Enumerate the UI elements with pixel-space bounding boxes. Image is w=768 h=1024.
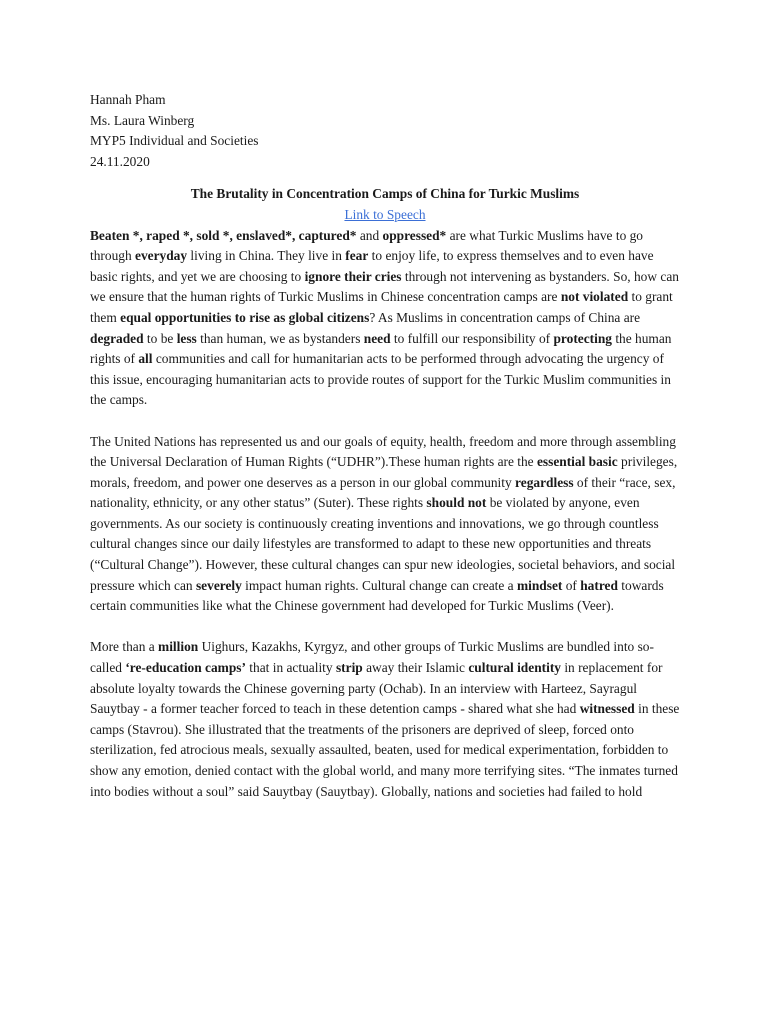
paragraph-text: towards certain communities like what the Chinese government had developed for Turkic Muslims (Veer). — [90, 577, 664, 614]
bold-text: severely — [195, 577, 242, 593]
teacher-name: Ms. Laura Winberg — [90, 112, 195, 128]
paragraph-text: living in China. They live in — [187, 248, 346, 264]
bold-text: Beaten *, raped *, sold *, enslaved*, captured* — [90, 227, 357, 243]
paragraph-text: to grant them — [90, 289, 673, 325]
paragraph-text: The United Nations has represented us and our goals of equity, health, freedom and more through assembling the Universal Declaration of Human Rights (“UDHR”).These human rights are the — [90, 433, 676, 470]
paragraph-text: of — [562, 577, 581, 593]
bold-text: oppressed* — [382, 227, 447, 243]
bold-text: degraded — [90, 330, 144, 346]
course-name: MYP5 Individual and Societies — [90, 133, 259, 149]
body-paragraph — [90, 637, 680, 802]
paragraph-text: impact human rights. Cultural change can create a — [241, 577, 517, 593]
body-paragraph — [90, 432, 680, 617]
paragraph-text: away their Islamic — [362, 660, 469, 676]
speech-link[interactable]: Link to Speech — [344, 206, 426, 222]
bold-text: witnessed — [579, 701, 635, 717]
paragraph-text: that in actuality — [245, 660, 336, 676]
bold-text: regardless — [515, 474, 574, 490]
paragraph-text: in these camps (Stavrou). She illustrated that the treatments of the prisoners are deprived of sleep, forced onto sterilization, fed atrocious meals, sexually assaulted, beaten, used for medical experimentation, forbidden to show any emotion, denied contact with the global world, and many more terrifying sites. “The inmates turned into bodies without a soul” said Sauytbay (Sauytbay). Globally, nations and societies had failed to hold — [90, 701, 680, 799]
paragraph-text: to be — [143, 330, 177, 346]
author-name: Hannah Pham — [90, 92, 166, 107]
paragraph-text: communities and call for humanitarian acts to be performed through advocating the urgency of this issue, encouraging humanitarian acts to provide routes of support for the Turkic Muslim communities in the camps. — [90, 351, 671, 408]
bold-text: not violated — [560, 289, 629, 305]
paragraph-text: the human rights of — [90, 330, 672, 367]
paragraph-text: in replacement for absolute loyalty towards the Chinese governing party (Ochab). In an interview with Harteez, Sayragul Sauytbay - a former teacher forced to teach in these detention camps - shared what she had — [90, 660, 663, 717]
paragraph-text: privileges, morals, freedom, and power one deserves as a person in our global community — [90, 454, 678, 490]
bold-text: protecting — [553, 330, 612, 346]
bold-text: essential basic — [536, 454, 618, 470]
bold-text: need — [363, 330, 391, 346]
paragraph-text: ? As Muslims in concentration camps of China are — [369, 309, 641, 325]
body-paragraph — [90, 226, 680, 411]
bold-text: million — [158, 639, 199, 655]
bold-text: all — [138, 351, 153, 367]
bold-text: ignore their cries — [304, 268, 402, 284]
bold-text: less — [176, 330, 197, 346]
document-date: 24.11.2020 — [90, 153, 150, 169]
paragraph-text: to enjoy life, to express themselves and to even have basic rights, and yet we are choosing to — [90, 248, 654, 284]
bold-text: everyday — [135, 248, 188, 264]
bold-text: should not — [426, 495, 487, 511]
paragraph-text: are what Turkic Muslims have to go through — [90, 227, 644, 264]
paragraph-text: Uighurs, Kazakhs, Kyrgyz, and other groups of Turkic Muslims are bundled into so-called — [90, 639, 654, 676]
bold-text: ‘re-education camps’ — [125, 660, 246, 676]
paragraph-text: of their “race, sex, nationality, ethnicity, or any other status” (Suter). These rights — [90, 474, 676, 511]
bold-text: hatred — [580, 577, 618, 593]
paragraph-text: be violated by anyone, even governments. As our society is continuously creating inventions and innovations, we go through countless cultural changes since our daily lifestyles are transformed to adapt to these new opportunities and threats (“Cultural Change”). However, these cultural changes can spur new ideologies, societal behaviors, and social pressure which can — [90, 495, 676, 593]
paragraph-text: through not intervening as bystanders. So, how can we ensure that the human rights of Turkic Muslims in Chinese concentration camps are — [90, 268, 679, 305]
document-title: The Brutality in Concentration Camps of China for Turkic Muslims — [190, 186, 580, 202]
paragraph-text: than human, we as bystanders — [196, 330, 364, 346]
bold-text: mindset — [516, 577, 563, 593]
bold-text: fear — [345, 248, 369, 264]
bold-text: cultural identity — [468, 660, 561, 676]
paragraph-text: to fulfill our responsibility of — [390, 330, 554, 346]
document-body — [90, 226, 680, 803]
paragraph-text: and — [356, 227, 383, 243]
bold-text: equal opportunities to rise as global citizens — [120, 309, 370, 325]
bold-text: strip — [335, 660, 363, 676]
paragraph-text: More than a — [90, 639, 159, 655]
